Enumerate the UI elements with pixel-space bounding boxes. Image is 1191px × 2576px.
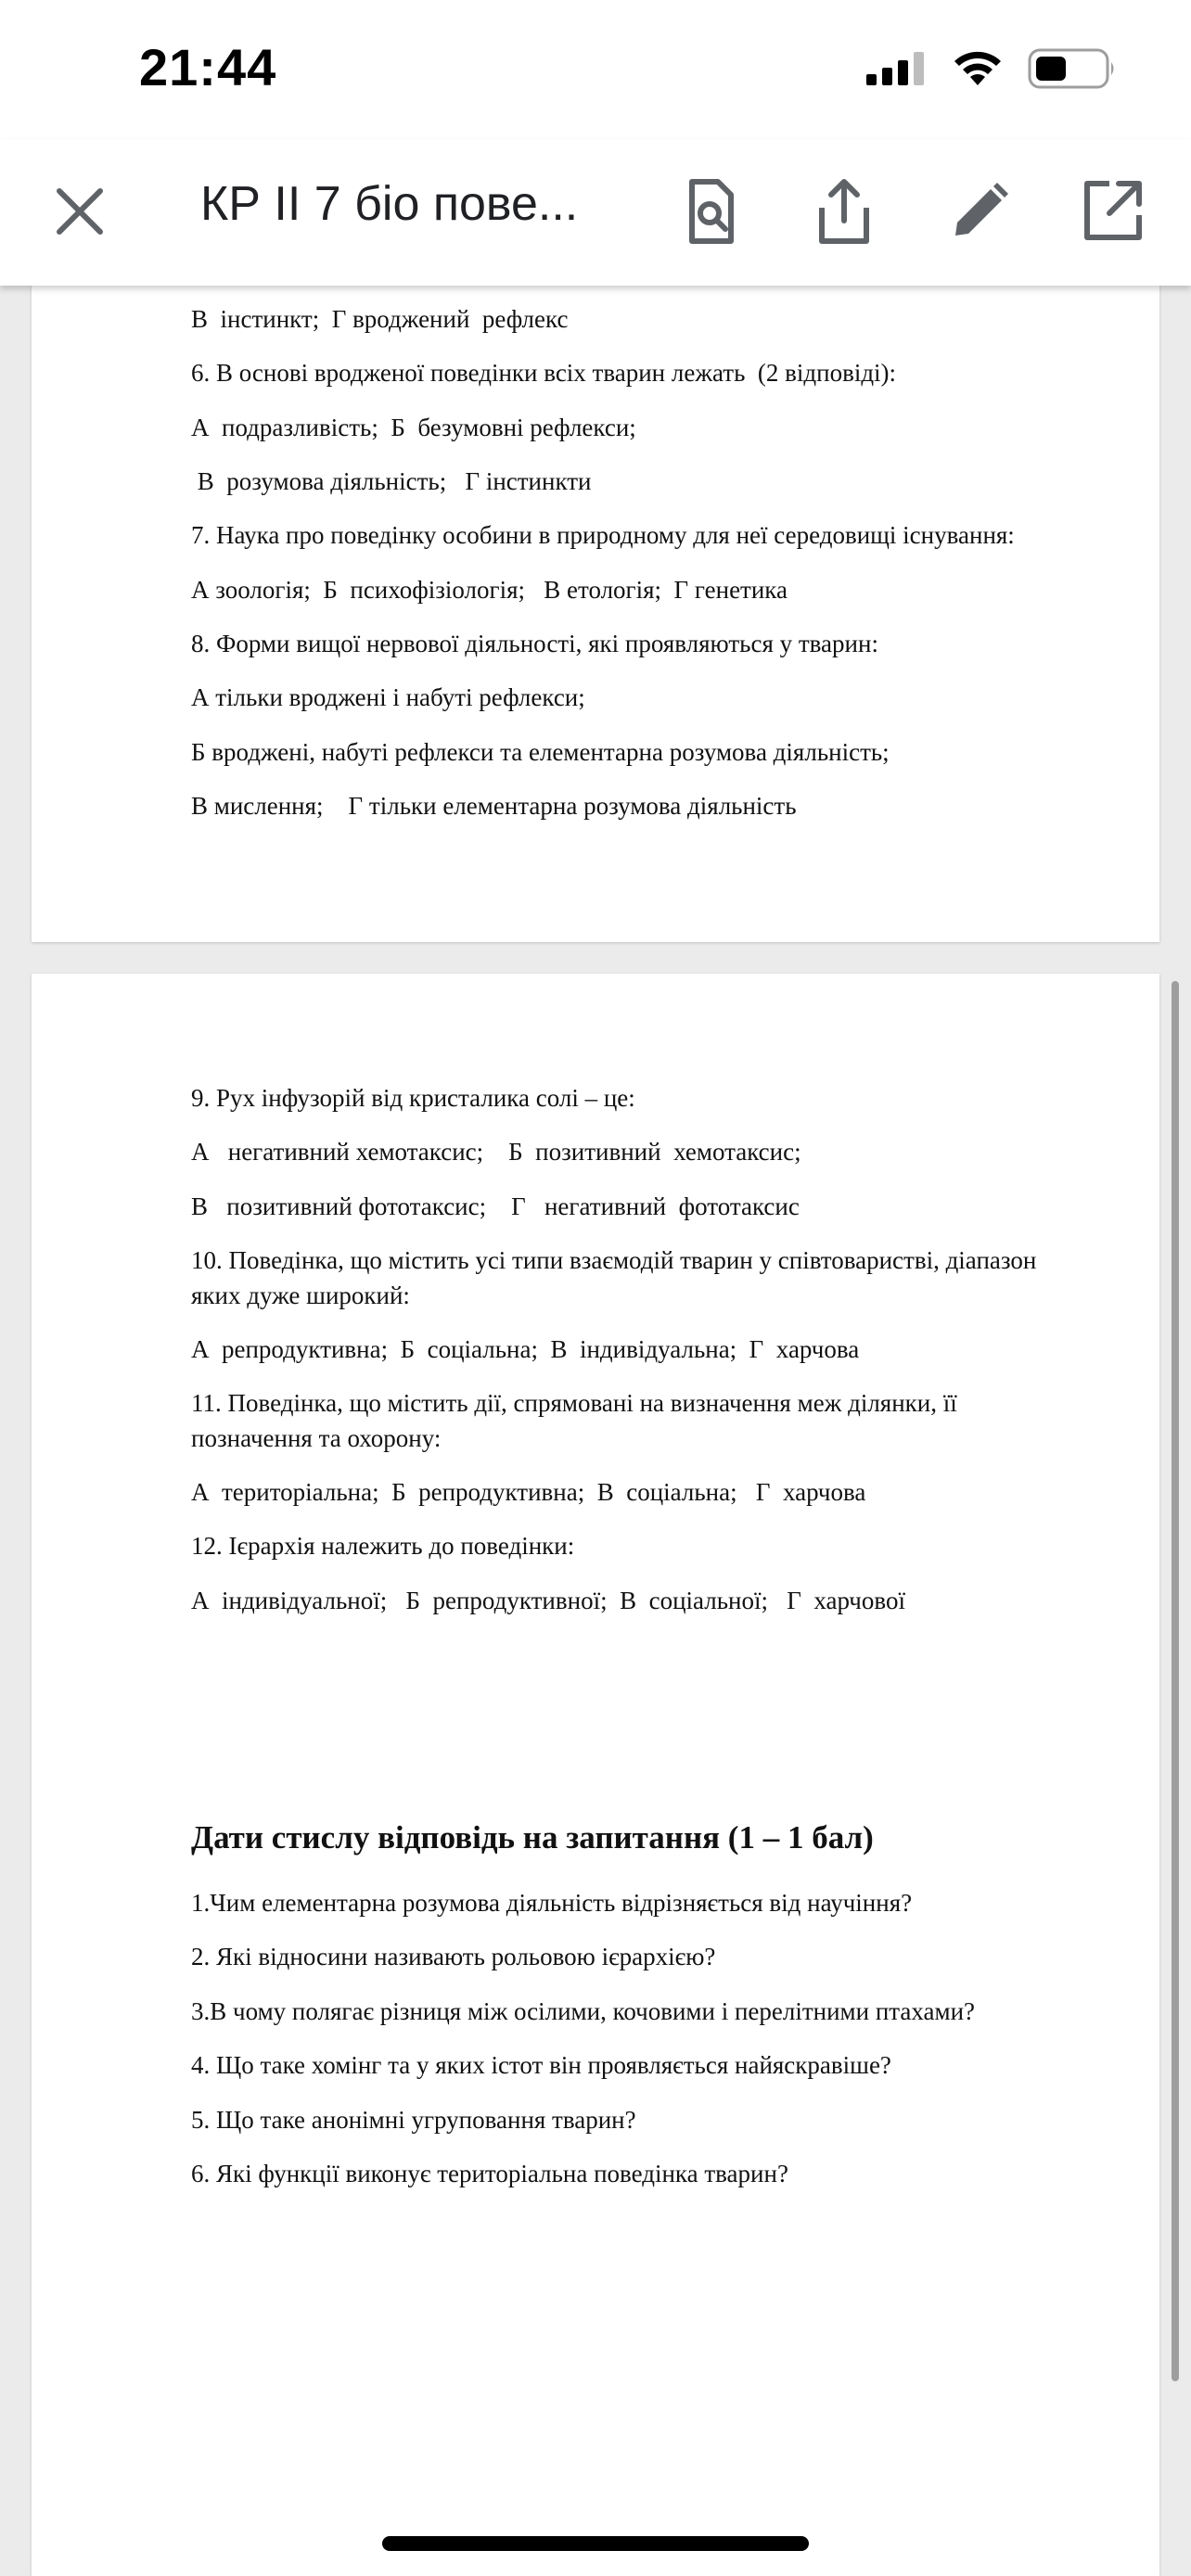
text-line: А індивідуальної; Б репродуктивної; В соціальної; Г харчової: [191, 1587, 905, 1614]
text-line: 6. В основі вродженої поведінки всіх тварин лежать (2 відповіді):: [191, 359, 897, 387]
text-line: В інстинкт; Г вроджений рефлекс: [191, 305, 569, 333]
text-line: 12. Ієрархія належить до поведінки:: [191, 1532, 575, 1560]
status-bar: [0, 0, 1191, 139]
scrollbar[interactable]: [1172, 981, 1179, 2381]
document-title: КР ІІ 7 біо пове...: [200, 177, 579, 231]
question-line: 5. Що таке анонімні угруповання тварин?: [191, 2106, 636, 2134]
section-heading: Дати стислу відповідь на запитання (1 – 1 бал): [191, 1819, 874, 1855]
text-line: А територіальна; Б репродуктивна; В соціальна; Г харчова: [191, 1478, 866, 1506]
edit-icon[interactable]: [944, 176, 1015, 247]
text-line: В мислення; Г тільки елементарна розумова діяльність: [191, 792, 797, 820]
close-icon[interactable]: [52, 184, 108, 239]
app-bar: [0, 139, 1191, 286]
status-time: 21:44: [139, 38, 277, 96]
question-line: 4. Що таке хомінг та у яких істот він проявляється найяскравіше?: [191, 2051, 891, 2079]
battery-icon: [1028, 48, 1117, 89]
text-line: 11. Поведінка, що містить дії, спрямовані на визначення меж ділянки, її позначення та охорону:: [191, 1389, 957, 1452]
text-line: Б вроджені, набуті рефлекси та елементарна розумова діяльність;: [191, 738, 890, 766]
wifi-icon: [952, 50, 1004, 87]
question-line: 3.В чому полягає різниця між осілими, кочовими і перелітними птахами?: [191, 1997, 976, 2025]
question-line: 2. Які відносини називають рольовою ієрархією?: [191, 1943, 716, 1970]
search-document-icon[interactable]: [675, 176, 746, 247]
question-line: 6. Які функції виконує територіальна поведінка тварин?: [191, 2160, 788, 2187]
text-line: 7. Наука про поведінку особини в природному для неї середовищі існування:: [191, 521, 1015, 549]
text-line: 8. Форми вищої нервової діяльності, які проявляються у тварин:: [191, 630, 878, 657]
share-icon[interactable]: [809, 176, 879, 247]
question-line: 1.Чим елементарна розумова діяльність відрізняється від научіння?: [191, 1889, 913, 1917]
text-line: А репродуктивна; Б соціальна; В індивідуальна; Г харчова: [191, 1335, 860, 1363]
text-line: А зоологія; Б психофізіологія; В етологія; Г генетика: [191, 576, 788, 604]
text-line: 9. Рух інфузорій від кристалика солі – це:: [191, 1084, 635, 1112]
text-line: В позитивний фототаксис; Г негативний фототаксис: [191, 1192, 800, 1220]
text-line: А негативний хемотаксис; Б позитивний хемотаксис;: [191, 1138, 801, 1166]
text-line: В розумова діяльність; Г інстинкти: [191, 467, 592, 495]
home-indicator[interactable]: [382, 2536, 809, 2551]
text-line: А подразливість; Б безумовні рефлекси;: [191, 414, 636, 441]
open-external-icon[interactable]: [1078, 176, 1148, 247]
document-page-1: [32, 260, 1159, 942]
text-line: А тільки вроджені і набуті рефлекси;: [191, 683, 585, 711]
signal-icon: [866, 52, 928, 85]
document-page-2: [32, 974, 1159, 2576]
text-line: 10. Поведінка, що містить усі типи взаємодій тварин у співтоваристві, діапазон яких дуже широкий:: [191, 1246, 1037, 1309]
